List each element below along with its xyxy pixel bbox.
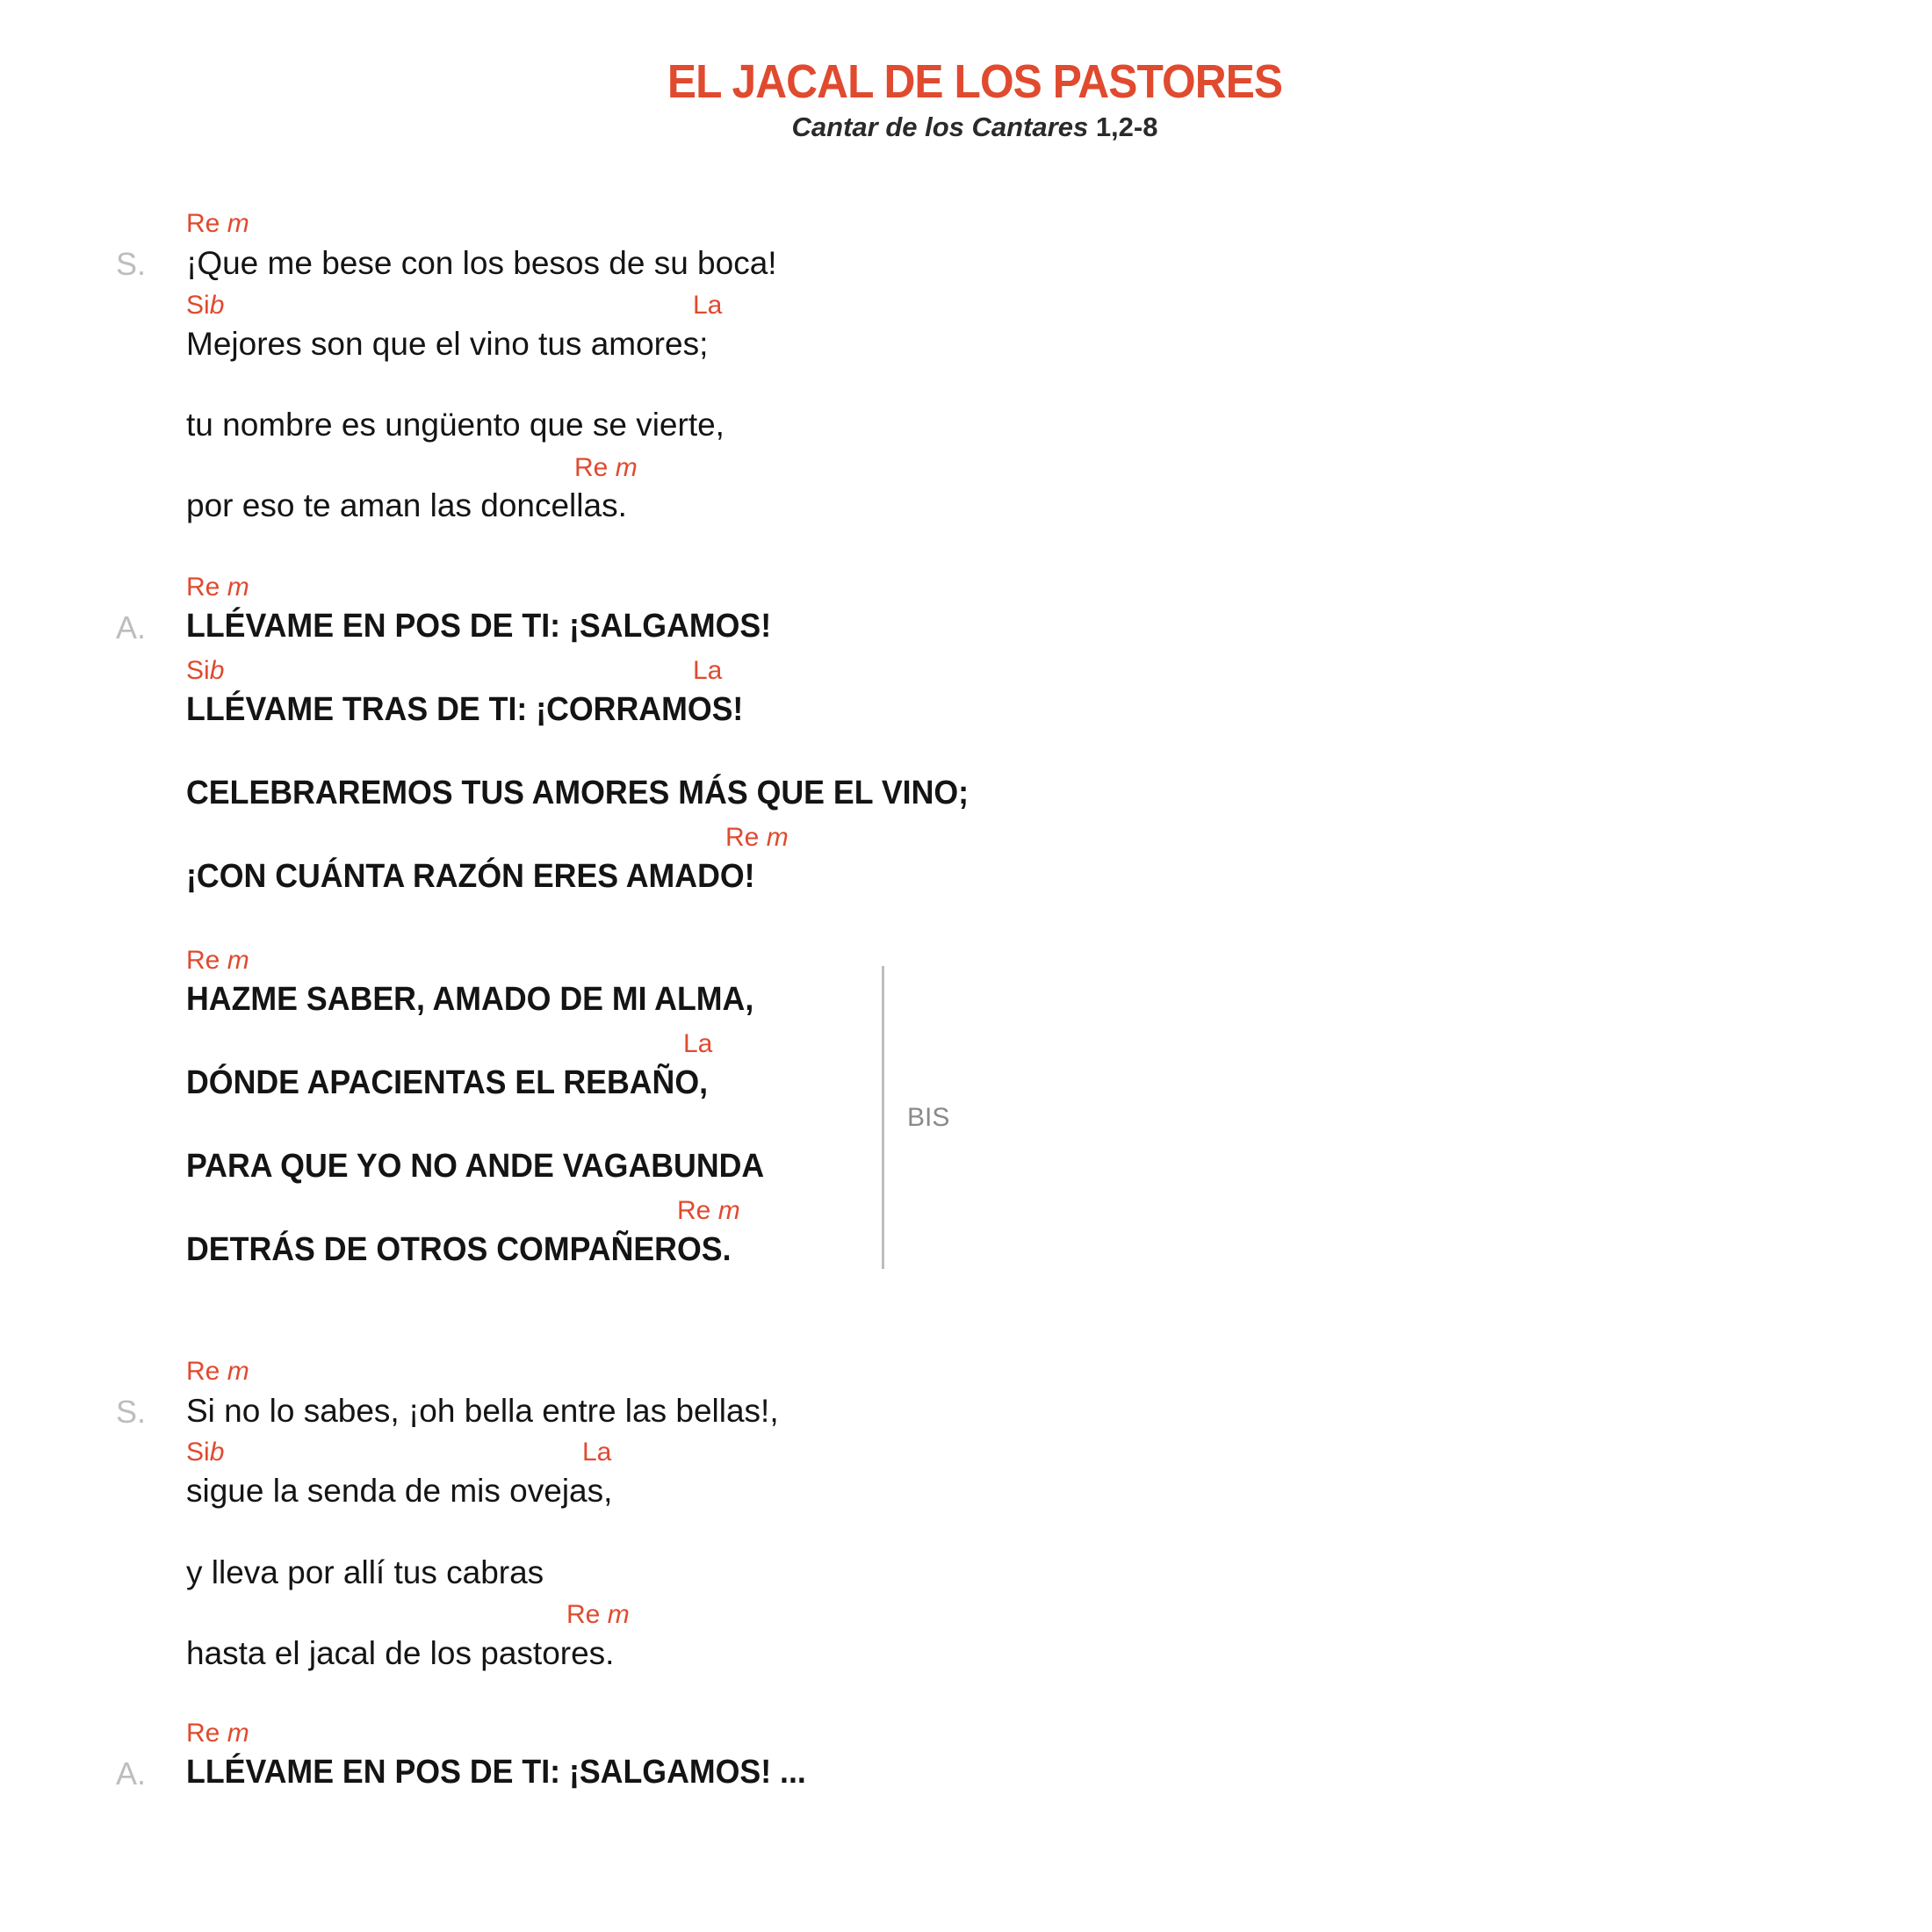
lyric-line: sigue la senda de mis ovejas, xyxy=(186,1473,613,1509)
chord-la: La xyxy=(582,1438,612,1467)
chord-rem: Re m xyxy=(677,1196,740,1225)
chord-rem: Re m xyxy=(725,823,789,852)
lyric-line: ¡CON CUÁNTA RAZÓN ERES AMADO! xyxy=(186,858,755,895)
chord-sib: Sib xyxy=(186,656,225,685)
chord-sib: Sib xyxy=(186,1438,225,1467)
chord-rem: Re m xyxy=(186,1719,249,1748)
scripture-book: Cantar de los Cantares xyxy=(791,112,1089,142)
lyric-line: LLÉVAME TRAS DE TI: ¡CORRAMOS! xyxy=(186,691,744,728)
lyric-line: Si no lo sabes, ¡oh bella entre las bellas!, xyxy=(186,1393,779,1429)
repeat-label: BIS xyxy=(907,1103,950,1132)
chord-rem: Re m xyxy=(186,573,249,602)
speaker-label: A. xyxy=(116,1755,147,1791)
song-title: EL JACAL DE LOS PASTORES xyxy=(667,55,1283,108)
chord-sib: Sib xyxy=(186,291,225,320)
lyric-line: HAZME SABER, AMADO DE MI ALMA, xyxy=(186,981,754,1018)
chord-la: La xyxy=(693,656,723,685)
lyric-line: DÓNDE APACIENTAS EL REBAÑO, xyxy=(186,1064,709,1101)
lyric-line: por eso te aman las doncellas. xyxy=(186,487,627,523)
lyric-line: tu nombre es ungüento que se vierte, xyxy=(186,407,724,443)
lyric-line: CELEBRAREMOS TUS AMORES MÁS QUE EL VINO; xyxy=(186,775,970,811)
speaker-label: A. xyxy=(116,609,147,645)
chord-rem: Re m xyxy=(186,209,249,238)
lyric-line: ¡Que me bese con los besos de su boca! xyxy=(186,245,777,281)
lyric-line: hasta el jacal de los pastores. xyxy=(186,1635,615,1671)
lyric-line: LLÉVAME EN POS DE TI: ¡SALGAMOS! xyxy=(186,608,772,645)
chord-rem: Re m xyxy=(566,1600,630,1629)
chord-la: La xyxy=(693,291,723,320)
chord-rem: Re m xyxy=(186,1357,249,1386)
chord-rem: Re m xyxy=(574,453,638,482)
song-subtitle xyxy=(0,112,1932,143)
speaker-label: S. xyxy=(116,1394,147,1430)
lyric-line: y lleva por allí tus cabras xyxy=(186,1554,544,1590)
chord-rem: Re m xyxy=(186,946,249,975)
scripture-reference: 1,2-8 xyxy=(1095,112,1158,142)
lyric-line: PARA QUE YO NO ANDE VAGABUNDA xyxy=(186,1148,765,1185)
lyric-line: LLÉVAME EN POS DE TI: ¡SALGAMOS! ... xyxy=(186,1754,806,1791)
lyric-line: DETRÁS DE OTROS COMPAÑEROS. xyxy=(186,1231,732,1268)
chord-la: La xyxy=(683,1029,713,1058)
speaker-label: S. xyxy=(116,246,147,282)
lyric-line: Mejores son que el vino tus amores; xyxy=(186,326,709,362)
repeat-bracket xyxy=(882,966,884,1269)
